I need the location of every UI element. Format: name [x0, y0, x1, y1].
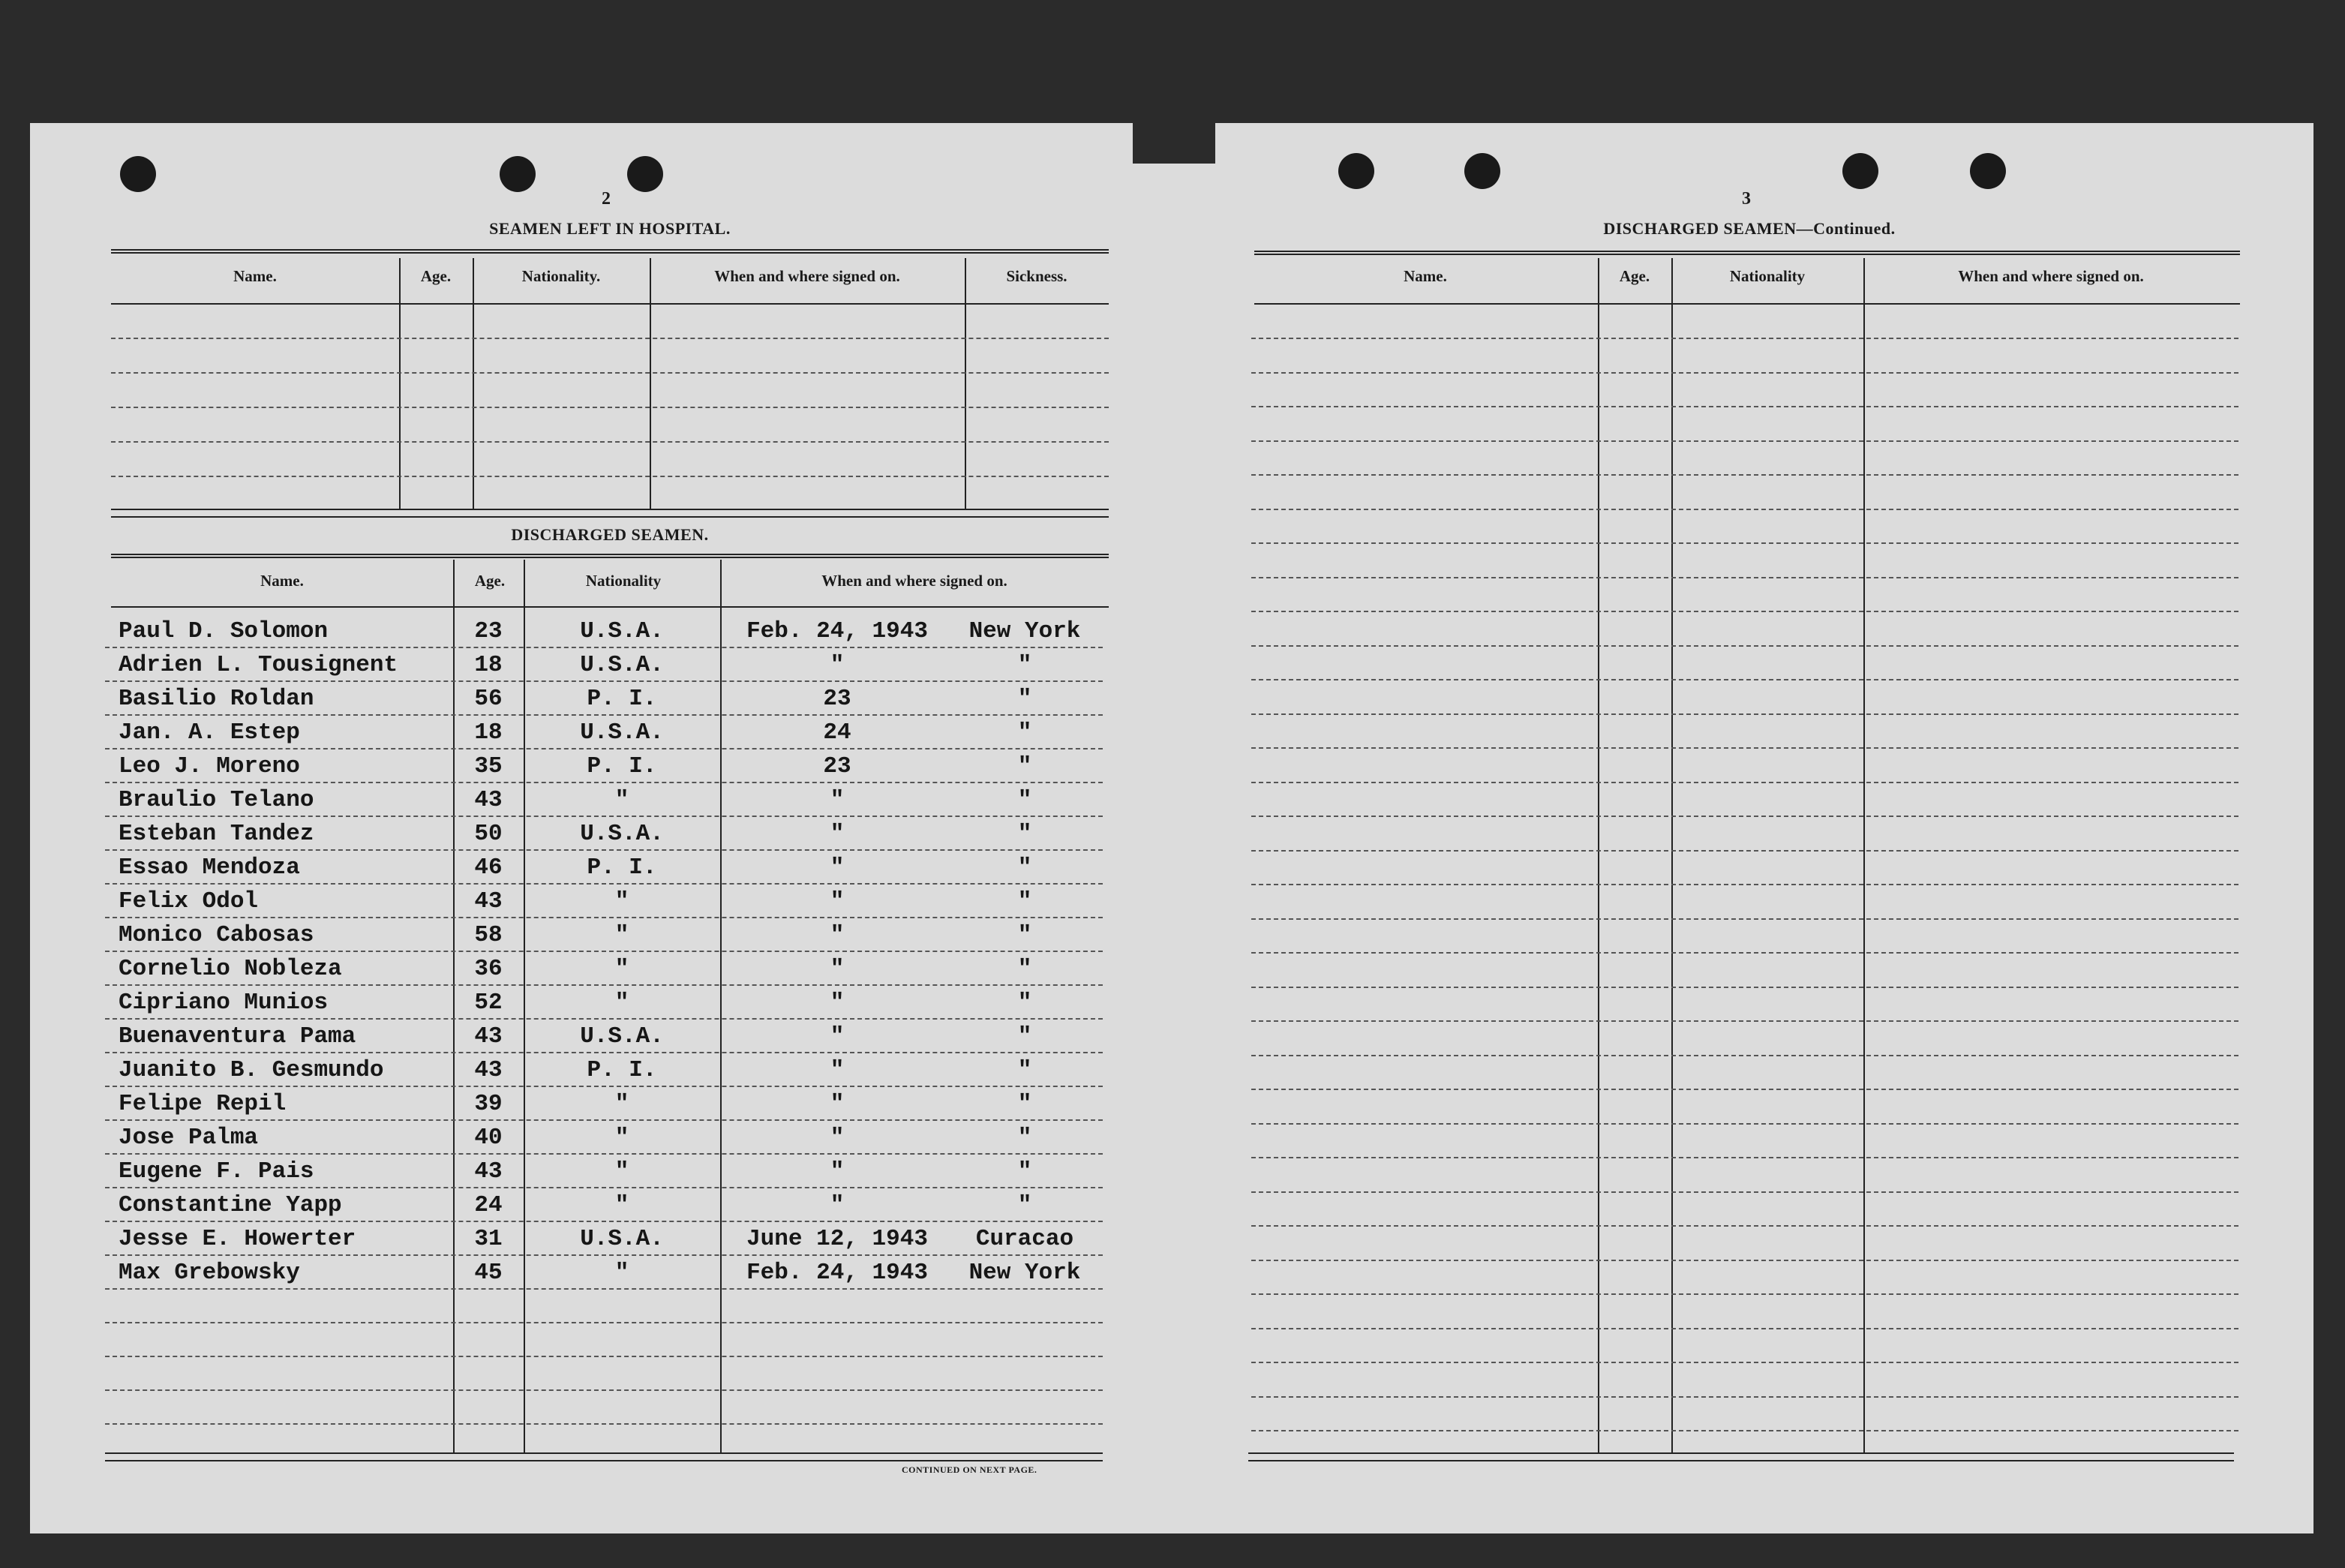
signed-on-place: Curacao [975, 1226, 1074, 1252]
row-line [1251, 611, 2238, 612]
row-line [1251, 1123, 2238, 1125]
section-rule [111, 249, 1109, 254]
seaman-age: 43 [474, 1158, 503, 1185]
signed-on-place: " [1017, 1192, 1032, 1218]
row-line [1251, 1362, 2238, 1363]
row-line [1251, 747, 2238, 749]
column-divider [1598, 258, 1599, 1452]
row-line [105, 951, 1103, 952]
seaman-nationality: P. I. [587, 686, 657, 712]
column-divider [965, 258, 966, 509]
seaman-name: Felix Odol [119, 888, 259, 915]
signed-on-date: " [830, 956, 845, 982]
col-header-age: Age. [1619, 267, 1650, 285]
seaman-name: Esteban Tandez [119, 821, 314, 847]
row-line [111, 476, 1109, 477]
punch-hole [1842, 153, 1878, 189]
row-line [1251, 1396, 2238, 1398]
row-line [1251, 850, 2238, 852]
seaman-age: 46 [474, 855, 503, 881]
signed-on-place: " [1017, 990, 1032, 1016]
signed-on-date: 24 [823, 719, 851, 746]
column-divider [720, 560, 722, 1452]
continued-footer: CONTINUED ON NEXT PAGE. [902, 1464, 1037, 1475]
punch-hole [627, 156, 663, 192]
seaman-nationality: U.S.A. [580, 618, 664, 644]
seaman-age: 40 [474, 1125, 503, 1151]
row-line [1251, 1260, 2238, 1261]
row-line [105, 1153, 1103, 1155]
col-header-signed-on: When and where signed on. [821, 572, 1007, 590]
column-divider [1671, 258, 1673, 1452]
signed-on-place: " [1017, 855, 1032, 881]
header-rule [1254, 303, 2240, 305]
col-header-signed-on: When and where signed on. [714, 267, 900, 285]
seaman-nationality: " [614, 888, 629, 915]
signed-on-date: " [830, 990, 845, 1016]
seaman-name: Buenaventura Pama [119, 1023, 356, 1050]
seaman-age: 45 [474, 1260, 503, 1286]
col-header-nationality: Nationality [585, 572, 662, 590]
seaman-name: Cornelio Nobleza [119, 956, 342, 982]
row-line [1251, 1157, 2238, 1158]
row-line [105, 849, 1103, 851]
signed-on-date: 23 [823, 753, 851, 779]
seaman-name: Jan. A. Estep [119, 719, 300, 746]
seaman-age: 31 [474, 1226, 503, 1252]
signed-on-date: " [830, 1023, 845, 1050]
punch-hole [500, 156, 536, 192]
seaman-nationality: U.S.A. [580, 1023, 664, 1050]
seaman-age: 56 [474, 686, 503, 712]
row-line [1251, 679, 2238, 680]
seaman-name: Jesse E. Howerter [119, 1226, 356, 1252]
row-line [105, 1423, 1103, 1425]
hospital-section-title: SEAMEN LEFT IN HOSPITAL. [489, 219, 731, 238]
seaman-nationality: " [614, 787, 629, 813]
row-line [105, 647, 1103, 648]
row-line [1251, 338, 2238, 339]
section-rule [1254, 251, 2240, 255]
signed-on-place: " [1017, 1023, 1032, 1050]
signed-on-date: " [830, 652, 845, 678]
row-line [111, 407, 1109, 408]
row-line [105, 1187, 1103, 1188]
column-divider [650, 258, 651, 509]
signed-on-place: " [1017, 922, 1032, 948]
table-bottom-rule [1248, 1452, 2234, 1454]
seaman-age: 18 [474, 652, 503, 678]
row-line [105, 816, 1103, 817]
seaman-name: Basilio Roldan [119, 686, 314, 712]
row-line [1251, 918, 2238, 920]
signed-on-date: " [830, 1057, 845, 1083]
row-line [1251, 1191, 2238, 1193]
seaman-name: Felipe Repil [119, 1091, 287, 1117]
seaman-name: Cipriano Munios [119, 990, 329, 1016]
seaman-age: 18 [474, 719, 503, 746]
row-line [105, 748, 1103, 749]
signed-on-place: " [1017, 1158, 1032, 1185]
col-header-age: Age. [420, 267, 452, 285]
seaman-name: Monico Cabosas [119, 922, 314, 948]
col-header-sickness: Sickness. [1006, 267, 1067, 285]
signed-on-date: June 12, 1943 [746, 1226, 928, 1252]
col-header-signed-on: When and where signed on. [1958, 267, 2144, 285]
row-line [105, 1119, 1103, 1121]
row-line [1251, 816, 2238, 817]
seaman-nationality: " [614, 922, 629, 948]
signed-on-date: " [830, 1158, 845, 1185]
seaman-nationality: " [614, 1125, 629, 1151]
row-line [1251, 884, 2238, 885]
row-line [1251, 1055, 2238, 1056]
signed-on-place: " [1017, 888, 1032, 915]
row-line [105, 984, 1103, 986]
header-rule [111, 303, 1109, 305]
col-header-name: Name. [1404, 267, 1447, 285]
seaman-name: Juanito B. Gesmundo [119, 1057, 384, 1083]
signed-on-place: New York [968, 1260, 1081, 1286]
table-bottom-rule [1248, 1460, 2234, 1461]
discharged-section-title: DISCHARGED SEAMEN. [511, 525, 709, 544]
signed-on-date: " [830, 821, 845, 847]
page-number: 3 [1742, 189, 1751, 209]
row-line [1251, 645, 2238, 647]
seaman-name: Leo J. Moreno [119, 753, 300, 779]
signed-on-place: " [1017, 652, 1032, 678]
seaman-name: Adrien L. Tousignent [119, 652, 398, 678]
seaman-age: 43 [474, 787, 503, 813]
seaman-age: 39 [474, 1091, 503, 1117]
row-line [1251, 406, 2238, 407]
seaman-age: 43 [474, 888, 503, 915]
seaman-nationality: P. I. [587, 1057, 657, 1083]
signed-on-date: " [830, 922, 845, 948]
col-header-nationality: Nationality. [521, 267, 601, 285]
seaman-nationality: U.S.A. [580, 652, 664, 678]
row-line [1251, 987, 2238, 988]
right-section-title: DISCHARGED SEAMEN—Continued. [1603, 219, 1896, 238]
row-line [1251, 440, 2238, 442]
row-line [111, 338, 1109, 339]
header-rule [111, 606, 1109, 608]
seaman-nationality: U.S.A. [580, 719, 664, 746]
row-line [1251, 577, 2238, 578]
seaman-nationality: " [614, 1158, 629, 1185]
signed-on-date: " [830, 787, 845, 813]
punch-hole [120, 156, 156, 192]
seaman-age: 36 [474, 956, 503, 982]
row-line [105, 1086, 1103, 1087]
signed-on-place: " [1017, 753, 1032, 779]
seaman-name: Braulio Telano [119, 787, 314, 813]
seaman-nationality: " [614, 990, 629, 1016]
signed-on-date: Feb. 24, 1943 [746, 618, 928, 644]
row-line [1251, 952, 2238, 954]
seaman-nationality: " [614, 1192, 629, 1218]
seaman-nationality: " [614, 1091, 629, 1117]
row-line [105, 1356, 1103, 1357]
row-line [105, 917, 1103, 918]
row-line [111, 372, 1109, 374]
row-line [1251, 1020, 2238, 1022]
seaman-age: 35 [474, 753, 503, 779]
signed-on-place: " [1017, 686, 1032, 712]
seaman-nationality: U.S.A. [580, 821, 664, 847]
column-divider [399, 258, 401, 509]
signed-on-date: 23 [823, 686, 851, 712]
row-line [111, 441, 1109, 443]
signed-on-date: " [830, 1091, 845, 1117]
seaman-age: 50 [474, 821, 503, 847]
punch-hole [1970, 153, 2006, 189]
signed-on-place: " [1017, 1057, 1032, 1083]
signed-on-place: New York [968, 618, 1081, 644]
column-divider [473, 258, 474, 509]
signed-on-place: " [1017, 1091, 1032, 1117]
signed-on-place: " [1017, 821, 1032, 847]
row-line [1251, 1089, 2238, 1090]
seaman-name: Essao Mendoza [119, 855, 300, 881]
col-header-age: Age. [474, 572, 506, 590]
row-line [1251, 713, 2238, 715]
seaman-name: Max Grebowsky [119, 1260, 300, 1286]
row-line [1251, 542, 2238, 544]
signed-on-date: " [830, 1125, 845, 1151]
seaman-age: 43 [474, 1057, 503, 1083]
signed-on-place: " [1017, 956, 1032, 982]
seaman-nationality: P. I. [587, 855, 657, 881]
signed-on-place: " [1017, 1125, 1032, 1151]
row-line [1251, 474, 2238, 476]
signed-on-place: " [1017, 787, 1032, 813]
table-bottom-rule [111, 509, 1109, 510]
torn-notch [1133, 123, 1215, 164]
seaman-nationality: U.S.A. [580, 1226, 664, 1252]
page-number: 2 [602, 189, 611, 209]
row-line [1251, 372, 2238, 374]
row-line [105, 883, 1103, 885]
seaman-name: Eugene F. Pais [119, 1158, 314, 1185]
row-line [105, 1052, 1103, 1053]
row-line [1251, 509, 2238, 510]
row-line [105, 714, 1103, 716]
signed-on-place: " [1017, 719, 1032, 746]
seaman-name: Constantine Yapp [119, 1192, 342, 1218]
punch-hole [1338, 153, 1374, 189]
table-bottom-rule [105, 1452, 1103, 1454]
col-header-name: Name. [233, 267, 277, 285]
signed-on-date: " [830, 855, 845, 881]
row-line [105, 1018, 1103, 1020]
seaman-nationality: " [614, 956, 629, 982]
row-line [105, 782, 1103, 783]
section-rule [111, 554, 1109, 558]
seaman-age: 43 [474, 1023, 503, 1050]
row-line [1251, 1225, 2238, 1227]
col-header-nationality: Nationality [1729, 267, 1806, 285]
row-line [1251, 1293, 2238, 1295]
table-bottom-rule [111, 516, 1109, 518]
table-bottom-rule [105, 1460, 1103, 1461]
row-line [105, 1322, 1103, 1323]
row-line [1251, 782, 2238, 783]
signed-on-date: Feb. 24, 1943 [746, 1260, 928, 1286]
punch-hole [1464, 153, 1500, 189]
signed-on-date: " [830, 1192, 845, 1218]
seaman-age: 58 [474, 922, 503, 948]
seaman-name: Paul D. Solomon [119, 618, 329, 644]
signed-on-date: " [830, 888, 845, 915]
row-line [1251, 1328, 2238, 1329]
row-line [105, 1389, 1103, 1391]
row-line [105, 1288, 1103, 1290]
row-line [1251, 1430, 2238, 1431]
seaman-nationality: " [614, 1260, 629, 1286]
column-divider [1863, 258, 1865, 1452]
seaman-name: Jose Palma [119, 1125, 259, 1151]
row-line [105, 1221, 1103, 1222]
seaman-age: 52 [474, 990, 503, 1016]
row-line [105, 680, 1103, 682]
seaman-age: 24 [474, 1192, 503, 1218]
seaman-age: 23 [474, 618, 503, 644]
seaman-nationality: P. I. [587, 753, 657, 779]
col-header-name: Name. [260, 572, 304, 590]
row-line [105, 1254, 1103, 1256]
